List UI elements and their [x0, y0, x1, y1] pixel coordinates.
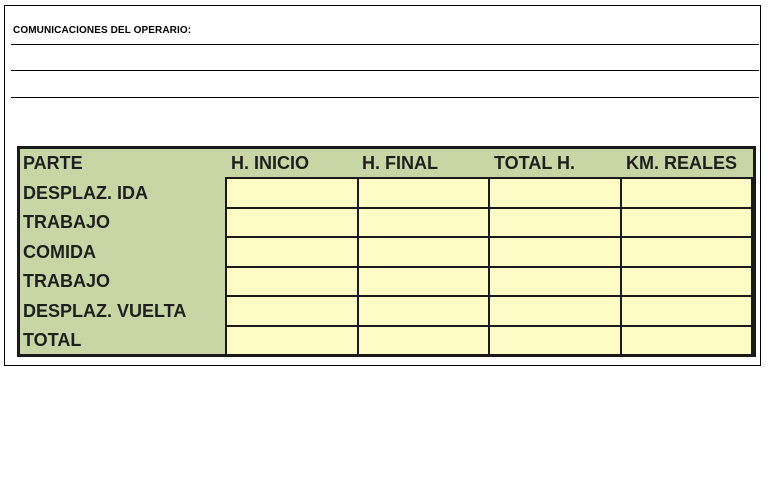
row-label-trabajo-2: TRABAJO: [23, 271, 111, 291]
header-km-reales: KM. REALES: [626, 153, 738, 173]
row-label-trabajo-1: TRABAJO: [23, 212, 111, 232]
cell-comida-total-h[interactable]: [490, 238, 622, 268]
cell-desplaz-vuelta-km-reales[interactable]: [622, 297, 754, 327]
cell-desplaz-vuelta-h-final[interactable]: [359, 297, 491, 327]
cell-comida-km-reales[interactable]: [622, 238, 754, 268]
communications-title: COMUNICACIONES DEL OPERARIO:: [13, 25, 192, 36]
cell-desplaz-vuelta-total-h[interactable]: [490, 297, 622, 327]
cell-trabajo-2-km-reales[interactable]: [622, 268, 754, 298]
row-label-comida: COMIDA: [23, 242, 96, 262]
cell-total-km-reales[interactable]: [622, 327, 754, 357]
parts-time-table: [17, 146, 756, 357]
cell-trabajo-1-km-reales[interactable]: [622, 209, 754, 239]
header-h-final: H. FINAL: [362, 153, 438, 173]
cell-trabajo-2-h-final[interactable]: [359, 268, 491, 298]
cell-desplaz-vuelta-h-inicio[interactable]: [227, 297, 359, 327]
operator-report-form: [4, 5, 761, 366]
cell-desplaz-ida-total-h[interactable]: [490, 179, 622, 209]
cell-desplaz-ida-h-final[interactable]: [359, 179, 491, 209]
header-parte: PARTE: [23, 153, 83, 173]
cell-trabajo-1-total-h[interactable]: [490, 209, 622, 239]
cell-trabajo-2-h-inicio[interactable]: [227, 268, 359, 298]
header-h-inicio: H. INICIO: [231, 153, 310, 173]
communications-line-2[interactable]: [11, 70, 759, 71]
time-entry-grid: [225, 177, 753, 356]
header-total-h: TOTAL H.: [494, 153, 575, 173]
cell-trabajo-1-h-final[interactable]: [359, 209, 491, 239]
cell-total-total-h[interactable]: [490, 327, 622, 357]
cell-total-h-final[interactable]: [359, 327, 491, 357]
cell-comida-h-inicio[interactable]: [227, 238, 359, 268]
communications-line-3[interactable]: [11, 97, 759, 98]
row-label-desplaz-ida: DESPLAZ. IDA: [23, 183, 149, 203]
cell-comida-h-final[interactable]: [359, 238, 491, 268]
cell-trabajo-2-total-h[interactable]: [490, 268, 622, 298]
cell-desplaz-ida-h-inicio[interactable]: [227, 179, 359, 209]
cell-desplaz-ida-km-reales[interactable]: [622, 179, 754, 209]
row-label-total: TOTAL: [23, 330, 82, 350]
cell-total-h-inicio[interactable]: [227, 327, 359, 357]
cell-trabajo-1-h-inicio[interactable]: [227, 209, 359, 239]
row-label-desplaz-vuelta: DESPLAZ. VUELTA: [23, 301, 187, 321]
communications-line-1[interactable]: [11, 44, 759, 45]
